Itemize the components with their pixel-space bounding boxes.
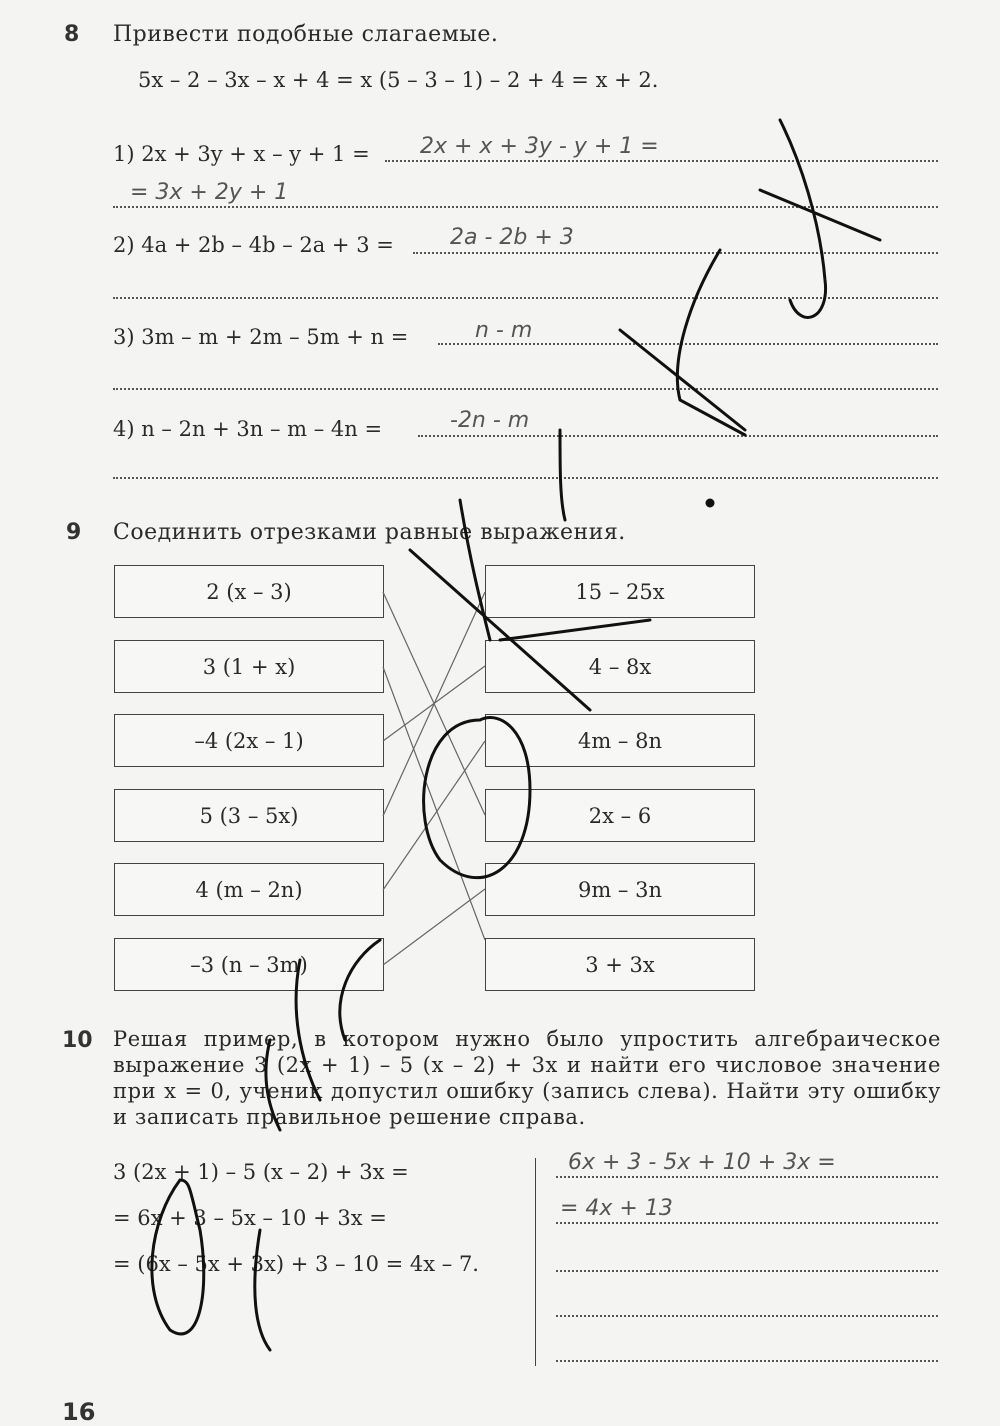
right-expression-box[interactable]: 2x – 6 bbox=[485, 789, 755, 842]
task-8-item-4-expr: 4) n – 2n + 3n – m – 4n = bbox=[113, 417, 383, 441]
connector-line bbox=[383, 889, 485, 965]
left-expression-box[interactable]: 3 (1 + x) bbox=[114, 640, 384, 693]
connector-line bbox=[383, 667, 485, 940]
answer-line bbox=[438, 343, 938, 345]
pen-stroke bbox=[500, 620, 650, 640]
task-8-example: 5x – 2 – 3x – x + 4 = x (5 – 3 – 1) – 2 + 4 = x + 2. bbox=[138, 68, 659, 92]
connector-line bbox=[383, 666, 485, 741]
answer-line bbox=[413, 252, 938, 254]
right-expression-box[interactable]: 4m – 8n bbox=[485, 714, 755, 767]
task-8-item-4-answer1: -2n - m bbox=[450, 408, 530, 433]
answer-line bbox=[556, 1270, 938, 1272]
task-8-number: 8 bbox=[64, 22, 80, 47]
task-9-title: Соединить отрезками равные выражения. bbox=[113, 520, 626, 545]
task-8-item-2-expr: 2) 4a + 2b – 4b – 2a + 3 = bbox=[113, 233, 394, 257]
task-10-right-line-2: = 4x + 13 bbox=[560, 1196, 673, 1221]
left-expression-box[interactable]: 2 (x – 3) bbox=[114, 565, 384, 618]
task-10-number: 10 bbox=[62, 1028, 93, 1053]
pen-stroke bbox=[780, 120, 826, 317]
answer-line bbox=[556, 1315, 938, 1317]
answer-line bbox=[556, 1222, 938, 1224]
right-expression-box[interactable]: 3 + 3x bbox=[485, 938, 755, 991]
task-8-item-1-expr: 1) 2x + 3y + x – y + 1 = bbox=[113, 142, 370, 166]
left-expression-box[interactable]: –4 (2x – 1) bbox=[114, 714, 384, 767]
task-10-left-line-3: = (6x – 5x + 3x) + 3 – 10 = 4x – 7. bbox=[113, 1252, 479, 1276]
answer-line bbox=[556, 1360, 938, 1362]
task-9-number: 9 bbox=[66, 520, 82, 545]
connector-line bbox=[383, 741, 485, 890]
answer-line bbox=[385, 160, 938, 162]
task-8-item-2-answer1: 2a - 2b + 3 bbox=[450, 225, 574, 250]
task-10-left-line-2: = 6x + 3 – 5x – 10 + 3x = bbox=[113, 1206, 387, 1230]
pen-dot bbox=[707, 500, 713, 506]
left-expression-box[interactable]: 4 (m – 2n) bbox=[114, 863, 384, 916]
answer-line bbox=[113, 388, 938, 390]
answer-line bbox=[113, 297, 938, 299]
task-8-title: Привести подобные слагаемые. bbox=[113, 22, 499, 47]
pen-stroke bbox=[760, 190, 880, 240]
page-number: 16 bbox=[62, 1398, 96, 1426]
task-8-item-3-expr: 3) 3m – m + 2m – 5m + n = bbox=[113, 325, 409, 349]
connector-line bbox=[383, 592, 485, 815]
answer-line bbox=[113, 477, 938, 479]
answer-line bbox=[556, 1176, 938, 1178]
task-8-item-1-answer2: = 3x + 2y + 1 bbox=[130, 180, 289, 205]
divider bbox=[535, 1158, 536, 1366]
pen-stroke bbox=[255, 1230, 270, 1350]
right-expression-box[interactable]: 9m – 3n bbox=[485, 863, 755, 916]
right-expression-box[interactable]: 15 – 25x bbox=[485, 565, 755, 618]
connector-line bbox=[383, 592, 485, 816]
task-10-text: Решая пример, в котором нужно было упростить алгебраическое выражение 3 (2x + 1) – 5 (x – 2) + 3x и найти его числовое значение при x = 0, ученик допустил ошибку (запись слева). Найти эту ошибку и записать правильное решение справа. bbox=[113, 1027, 941, 1129]
left-expression-box[interactable]: –3 (n – 3m) bbox=[114, 938, 384, 991]
task-10-right-line-1: 6x + 3 - 5x + 10 + 3x = bbox=[568, 1150, 836, 1175]
task-10-left-line-1: 3 (2x + 1) – 5 (x – 2) + 3x = bbox=[113, 1160, 409, 1184]
right-expression-box[interactable]: 4 – 8x bbox=[485, 640, 755, 693]
answer-line bbox=[418, 435, 938, 437]
left-expression-box[interactable]: 5 (3 – 5x) bbox=[114, 789, 384, 842]
connector-lines bbox=[383, 592, 485, 965]
answer-line bbox=[113, 206, 938, 208]
pen-stroke bbox=[560, 430, 565, 520]
task-8-item-3-answer1: n - m bbox=[475, 318, 533, 343]
pen-stroke bbox=[620, 330, 745, 430]
task-8-item-1-answer1: 2x + x + 3y - y + 1 = bbox=[420, 134, 659, 159]
